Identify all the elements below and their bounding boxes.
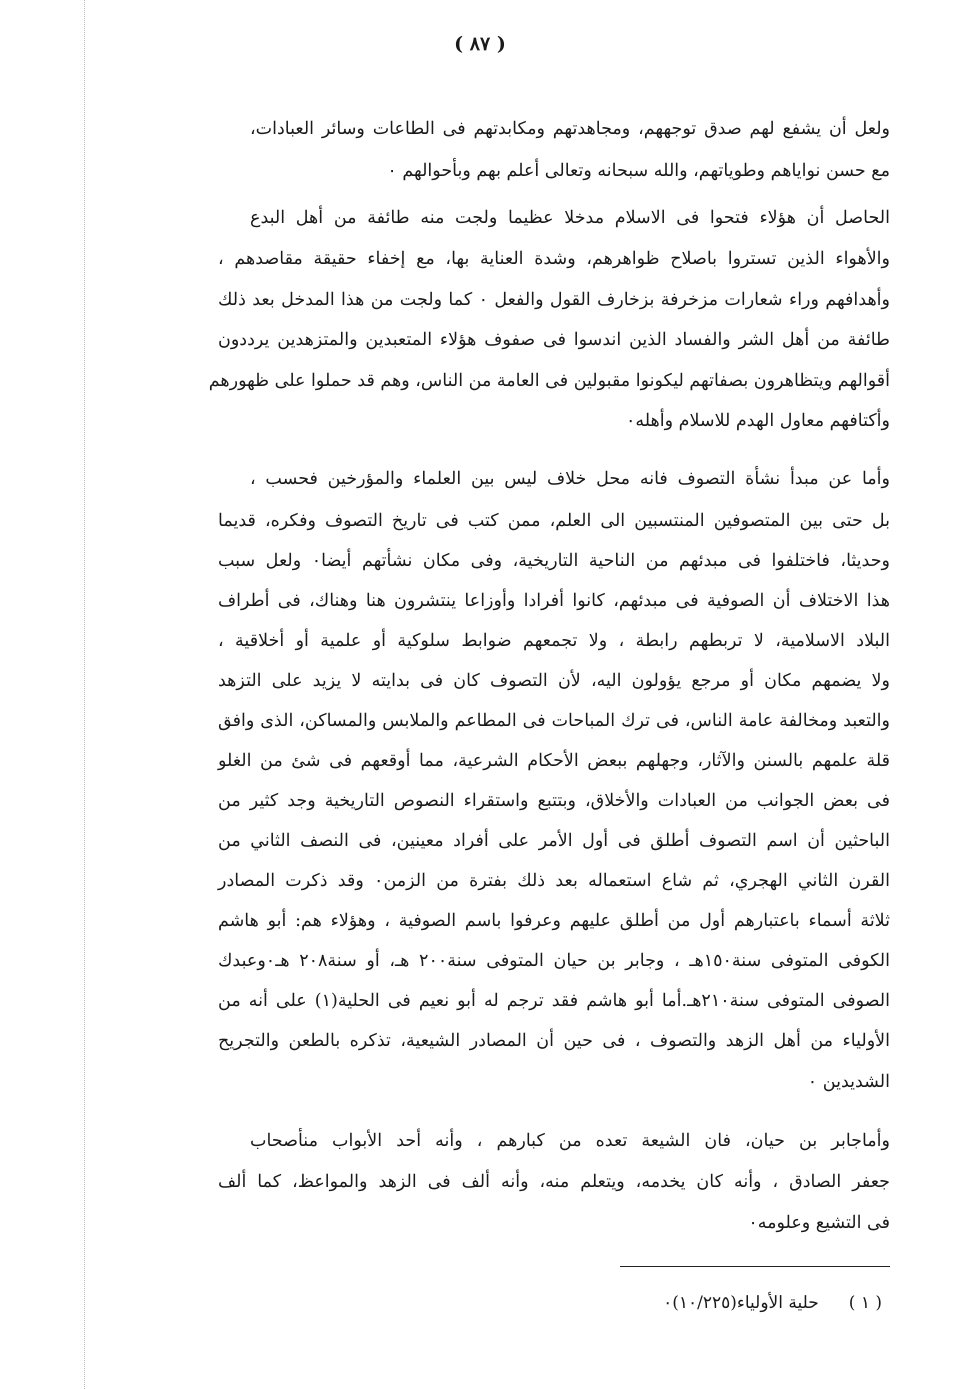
paragraph-2-line-2: والأهواء الذين تستروا باصلاح ظواهرهم، وشدة العناية بها، مع إخفاء حقيقة مقاصدهم ، xyxy=(218,249,890,269)
footnote-separator xyxy=(620,1266,890,1267)
paragraph-3-line-13: الكوفى المتوفى سنة١٥٠هـ ، وجابر بن حيان المتوفى سنة٢٠٠ هـ، أو سنة٢٠٨ هـ٠وعبدك xyxy=(218,951,890,971)
paragraph-3-line-9: فى بعض الجوانب من العبادات والأخلاق، وبتتبع واستقراء النصوص التاريخية وجد كثير من xyxy=(218,791,890,811)
paragraph-1-line-1: ولعل أن يشفع لهم صدق توجههم، ومجاهدتهم ومكابدتهم فى الطاعات وسائر العبادات، xyxy=(250,119,890,139)
paragraph-3-line-3: وحديثا، فاختلفوا فى مبدئهم من الناحية التاريخية، وفى مكان نشأتهم أيضا٠ ولعل سبب xyxy=(218,551,891,571)
paragraph-3-line-7: والتعبد ومخالفة عامة الناس، فى ترك المباحات فى المطاعم والملابس والمساكن، الذى وافق xyxy=(218,711,890,731)
paragraph-2-line-4: طائفة من أهل الشر والفساد الذين اندسوا فى صفوف هؤلاء المتعبدين والمتزهدين يرددون xyxy=(218,330,890,350)
paragraph-3-line-8: قلة علمهم بالسنن والآثار، وجهلهم ببعض الأحكام الشرعية، مما أوقعهم فى شئ من الغلو xyxy=(218,751,890,771)
paragraph-1-line-2: مع حسن نواياهم وطوياتهم، والله سبحانه وتعالى أعلم بهم وبأحوالهم ٠ xyxy=(387,161,890,181)
paragraph-3-line-6: ولا يضمهم مكان أو مرجع يؤولون اليه، لأن التصوف كان فى بدايته لا يزيد على التزهد xyxy=(218,671,890,691)
paragraph-3-line-10: الباحثين أن اسم التصوف أطلق فى أول الأمر على أفراد معينين، فى النصف الثاني من xyxy=(218,831,890,851)
paragraph-2-line-6: وأكتافهم معاول الهدم للاسلام وأهله٠ xyxy=(625,411,890,431)
paragraph-3-line-11: القرن الثاني الهجري، ثم شاع استعماله بعد ذلك بفترة من الزمن٠ وقد ذكرت المصادر xyxy=(218,871,890,891)
paragraph-3-line-14: الصوفى المتوفى سنة٢١٠هـ.أما أبو هاشم فقد ترجم له أبو نعيم فى الحلية(١) على أنه من xyxy=(218,991,890,1011)
footnote xyxy=(663,1290,882,1316)
paragraph-3-line-16: الشديدين ٠ xyxy=(807,1072,890,1092)
paragraph-3-line-5: البلاد الاسلامية، لا تربطهم رابطة ، ولا تجمعهم ضوابط سلوكية أو علمية أو أخلاقية ، xyxy=(218,631,890,651)
paragraph-3-line-4: هذا الاختلاف أن الصوفية فى مبدئهم، كانوا أفرادا وأوزاعا ينتشرون هنا وهناك، فى أطراف xyxy=(218,591,890,611)
paragraph-2-line-5: أقوالهم ويتظاهرون بصفاتهم ليكونوا مقبولين فى العامة من الناس، وهم قد حملوا على ظهورهم xyxy=(208,371,890,391)
footnote-text: حلية الأولياء(١٠/٢٢٥)٠ xyxy=(663,1293,819,1313)
paragraph-4-line-1: وأماجابر بن حيان، فان الشيعة تعده من كبارهم ، وأنه أحد الأبواب منأصحاب xyxy=(250,1131,890,1151)
footnote-marker: ( ١ ) xyxy=(848,1293,882,1313)
paragraph-4-line-3: فى التشيع وعلومه٠ xyxy=(748,1213,890,1233)
paragraph-4-line-2: جعفر الصادق ، وأنه كان يخدمه، ويتعلم منه، وأنه ألف فى الزهد والمواعظ، كما ألف xyxy=(218,1172,890,1192)
paragraph-2-line-1: الحاصل أن هؤلاء فتحوا فى الاسلام مدخلا عظيما ولجت منه طائفة من أهل البدع xyxy=(250,208,890,228)
paragraph-3-line-1: وأما عن مبدأ نشأة التصوف فانه محل خلاف ليس بين العلماء والمؤرخين فحسب ، xyxy=(250,469,890,489)
paragraph-2-line-3: وأهدافهم وراء شعارات مزخرفة بزخارف القول والفعل ٠ كما ولجت من هذا المدخل بعد ذلك xyxy=(218,290,890,310)
paragraph-3-line-15: الأولياء من أهل الزهد والتصوف ، فى حين أن المصادر الشيعية، تذكره بالطعن والتجريح xyxy=(218,1031,890,1051)
paragraph-3-line-12: ثلاثة أسماء باعتبارهم أول من أطلق عليهم وعرفوا باسم الصوفية ، وهؤلاء هم: أبو هاشم xyxy=(218,911,890,931)
paragraph-3-line-2: بل حتى بين المتصوفين المنتسبين الى العلم، ممن كتب فى تاريخ التصوف وفكره، قديما xyxy=(218,511,890,531)
page-number: ( ٨٧ ) xyxy=(454,33,506,55)
scan-margin-edge xyxy=(84,0,85,1389)
